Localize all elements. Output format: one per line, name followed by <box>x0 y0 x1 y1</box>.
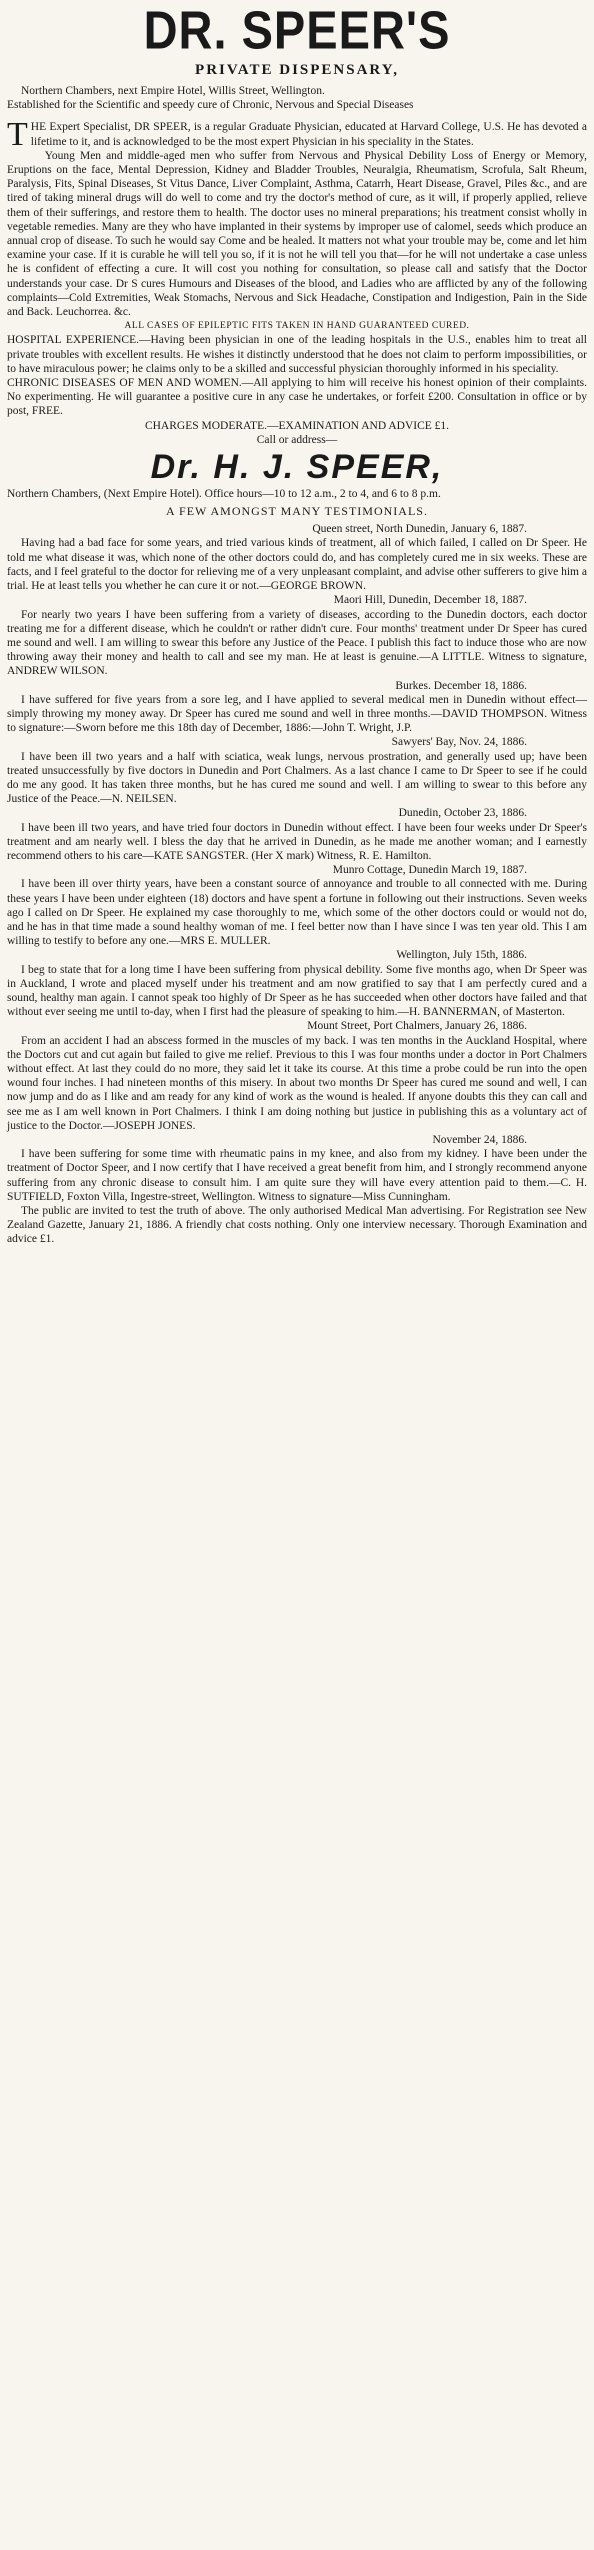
testimonial <box>7 679 587 736</box>
testimonial <box>7 863 587 948</box>
epileptic-notice: ALL CASES OF EPILEPTIC FITS TAKEN IN HAND GUARANTEED CURED. <box>124 321 470 332</box>
hospital-experience: HOSPITAL EXPERIENCE.—Having been physician in one of the leading hospitals in the U.S., enables him to treat all private troubles with excellent results. He wishes it distinctly understood that he does not claim to perform impossibilities, or to have miraculous power; he claims only to be a skilled and successful physician thoroughly informed in his speciality. <box>7 334 587 375</box>
doctor-name: Dr. H. J. SPEER, <box>150 448 444 487</box>
testimonial-text: I have been ill over thirty years, have been a constant source of annoyance and trouble to all connected with me. During these years I have been under eighteen (18) doctors and have spent a fortune in following out their instructions. Seven weeks ago I called on Dr Speer. He explained my case thoroughly to me, which some of the other doctors could or would not do, and he has in that time made a sound healthy woman of me. I feel better now than I have since I was ten year old. This I am willing to testify to before any one.—MRS E. MULLER. <box>7 878 587 948</box>
testimonial <box>7 806 587 863</box>
testimonial-place: November 24, 1886. <box>432 1134 527 1147</box>
testimonial-text: I have been suffering for some time with rheumatic pains in my knee, and also from my kidney. I have been under the treatment of Doctor Speer, and I now certify that I have received a great benefit from him, and I strongly recommend anyone suffering from any chronic disease to consult him. I am quite sure they will have every attention paid to them.—C. H. SUTFIELD, Foxton Villa, Ingestre-street, Wellington. Witness to signature—Miss Cunningham. <box>7 1148 587 1203</box>
office-hours: Northern Chambers, (Next Empire Hotel). Office hours—10 to 12 a.m., 2 to 4, and 6 to 8 p.m. <box>7 488 441 501</box>
testimonial-place: Maori Hill, Dunedin, December 18, 1887. <box>333 594 527 607</box>
intro-paragraph-2: Young Men and middle-aged men who suffer from Nervous and Physical Debility Loss of Energy or Memory, Eruptions on the face, Mental Depression, Kidney and Bladder Troubles, Neuralgia, Rheumatism, Scrofula, Salt Rheum, Paralysis, Fits, Spinal Diseases, St Vitus Dance, Liver Complaint, Asthma, Catarrh, Heart Disease, Gravel, Piles &c., and are tired of taking mineral drugs will do well to come and try the doctor's method of cure, as it will, if properly applied, relieve them of their sufferings, and restore them to health. The doctor uses no mineral preparations; his treatment consist wholly in vegetable remedies. Many are they who have implanted in their systems by improper use of calomel, seeds which produce an annual crop of disease. To such he would say Come and be healed. It matters not what your trouble may be, come and let him examine your case. If it is curable he will tell you so, if it is not he will tell you that—for he will not undertake a case unless he is confident of effecting a cure. It will cost you nothing for consultation, so please call and satisfy that the Doctor understands your case. Dr S cures Humours and Diseases of the blood, and Ladies who are afflicted by any of the following complaints—Cold Extremities, Weak Stomachs, Nervous and Sick Headache, Constipation and Indigestion, Pain in the Side and Back. Leuchorrea. &c. <box>7 149 587 319</box>
testimonial <box>7 522 587 593</box>
testimonials-heading: A FEW AMONGST MANY TESTIMONIALS. <box>166 504 428 519</box>
testimonial-text: I beg to state that for a long time I have been suffering from physical debility. Some five months ago, when Dr Speer was in Auckland, I wrote and placed myself under his treatment and am now gratified to say that I am perfectly cured and a sound, healthy man again. I cannot speak too highly of Dr Speer as he has succeeded when other doctors have failed and that without ever seeing me until to-day, when I first had the pleasure of speaking to him.—H. BANNERMAN, of Masterton. <box>7 963 587 1019</box>
charges-line: CHARGES MODERATE.—EXAMINATION AND ADVICE £1. <box>144 419 450 432</box>
testimonial <box>7 593 587 678</box>
testimonial-place: Dunedin, October 23, 1886. <box>398 807 527 820</box>
testimonial-text: I have suffered for five years from a sore leg, and I have applied to several medical men in Dunedin without effect—simply throwing my money away. Dr Speer has cured me sound and well in three months.—DAVID THOMPSON. Witness to signature:—Sworn before me this 18th day of December, 1886:—John T. Wright, J.P. <box>7 693 587 735</box>
testimonial <box>7 1019 587 1133</box>
advert-title: DR. SPEER'S <box>143 0 451 60</box>
intro-text-1: HE Expert Specialist, DR SPEER, is a regular Graduate Physician, educated at Harvard College, U.S. He has devoted a lifetime to it, and is acknowledged to be the most expert Physician in his speciality in the States. <box>30 121 587 148</box>
testimonial-place: Mount Street, Port Chalmers, January 26, 1886. <box>307 1020 527 1033</box>
intro-paragraph-1 <box>7 116 587 154</box>
testimonial-place: Sawyers' Bay, Nov. 24, 1886. <box>391 736 527 749</box>
testimonial <box>7 1133 587 1204</box>
testimonial <box>7 735 587 806</box>
chronic-diseases: CHRONIC DISEASES OF MEN AND WOMEN.—All applying to him will receive his honest opinion of their complaints. No experimenting. He will guarantee a positive cure in any case he undertakes, or forfeit £200. Consultation in office or by post, FREE. <box>7 377 587 418</box>
testimonial-place: Burkes. December 18, 1886. <box>395 679 527 692</box>
testimonial-text: I have been ill two years, and have tried four doctors in Dunedin without effect. I have been four weeks under Dr Speer's treatment and am nearly well. I bless the day that he arrived in Dunedin, as he made me another woman; and I earnestly recommend others to his care—KATE SANGSTER. (Her X mark) Witness, R. E. Hamilton. <box>7 821 587 862</box>
testimonial-text: Having had a bad face for some years, and tried various kinds of treatment, all of which failed, I called on Dr Speer. He told me what disease it was, which none of the other doctors could do, and has completely cured me in six weeks. These are facts, and I feel grateful to the doctor for relieving me of a very unpleasant complaint, and advise other sufferers to give him a trial. He at least tells you whether he can cure it or not.—GEORGE BROWN. <box>7 537 587 593</box>
testimonial-place: Wellington, July 15th, 1886. <box>396 949 527 962</box>
call-line: Call or address— <box>256 433 338 446</box>
testimonial <box>7 948 587 1019</box>
established-line: Established for the Scientific and speedy cure of Chronic, Nervous and Special Diseases <box>7 99 414 112</box>
advert-subtitle: PRIVATE DISPENSARY, <box>195 62 399 78</box>
testimonial-text: I have been ill two years and a half with sciatica, weak lungs, nervous prostration, and generally used up; have been treated unsuccessfully by five doctors in Dunedin and Port Chalmers. As a last chance I came to Dr Speer to see if he could do me any good. It has taken three months, but he has cured me sound and well. I am willing to swear to this before any Justice of the Peace.—N. NEILSEN. <box>7 750 587 806</box>
testimonial-place: Munro Cottage, Dunedin March 19, 1887. <box>332 864 527 877</box>
address-line: Northern Chambers, next Empire Hotel, Willis Street, Wellington. <box>21 85 325 97</box>
footer-notice: The public are invited to test the truth of above. The only authorised Medical Man advertising. For Registration see New Zealand Gazette, January 21, 1886. A friendly chat costs nothing. Only one interview necessary. Thorough Examination and advice £1. <box>7 1205 587 1246</box>
testimonial-text: From an accident I had an abscess formed in the muscles of my back. I was ten months in the Auckland Hospital, where the Doctors cut and cut again but failed to give me relief. Previous to this I was four months under a doctor in Port Chalmers without effect. At last they could do no more, they said let it take its course. At this time a probe could be run into the open wound four inches. I had nineteen months of this misery. In about two months Dr Speer has cured me sound and well, I can now jump and do as I like and am ready for any kind of work as the wound is healed. If anyone doubts this they can call and see me as I am well known in Port Chalmers. I think I am doing nothing but justice in publishing this as a voluntary act of justice to the Doctor.—JOSEPH JONES. <box>7 1034 587 1132</box>
testimonial-text: For nearly two years I have been suffering from a variety of diseases, according to the Dunedin doctors, each doctor treating me for a different disease, which he couldn't or rather didn't cure. Four months' treatment under Dr Speer has cured me sound and well. I am willing to swear this before any Justice of the Peace. I publish this fact to induce those who are now throwing away their money and health to call and see my man. He at least is genuine.—A LITTLE. Witness to signature, ANDREW WILSON. <box>7 608 587 678</box>
testimonial-place: Queen street, North Dunedin, January 6, 1887. <box>312 523 527 536</box>
drop-cap: T <box>7 116 28 154</box>
